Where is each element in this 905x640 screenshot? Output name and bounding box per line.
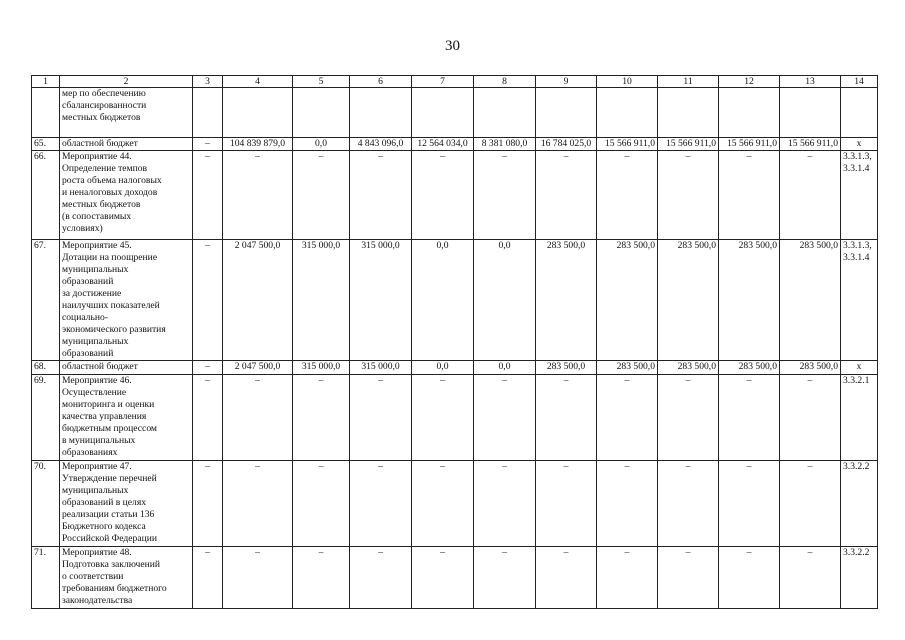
amount-cell (223, 88, 293, 138)
column-number: 6 (350, 76, 412, 88)
amount-cell: 283 500,0 (780, 361, 841, 375)
column-number: 10 (597, 76, 658, 88)
executor-cell: – (193, 361, 223, 375)
amount-cell: – (719, 151, 780, 240)
measure-name: Мероприятие 48. Подготовка заключений о соответствии требованиям бюджетного законодательства (60, 547, 193, 609)
table-row-continuation (32, 88, 878, 138)
measure-name: Мероприятие 44. Определение темпов роста объема налоговых и неналоговых доходов местных бюджетов (в сопоставимых условиях) (60, 151, 193, 240)
executor-cell: – (193, 375, 223, 461)
row-number: 65. (32, 138, 60, 151)
amount-cell: – (474, 461, 536, 547)
row-number: 70. (32, 461, 60, 547)
column-number: 5 (293, 76, 350, 88)
amount-cell: – (658, 151, 719, 240)
amount-cell: 15 566 911,0 (719, 138, 780, 151)
executor-cell (193, 88, 223, 138)
amount-cell: 283 500,0 (780, 240, 841, 361)
amount-cell: – (780, 461, 841, 547)
amount-cell: – (223, 461, 293, 547)
amount-cell: 283 500,0 (536, 240, 597, 361)
amount-cell: – (350, 375, 412, 461)
amount-cell: – (412, 547, 474, 609)
amount-cell: 15 566 911,0 (597, 138, 658, 151)
amount-cell (474, 88, 536, 138)
amount-cell (658, 88, 719, 138)
column-number: 13 (780, 76, 841, 88)
column-number: 7 (412, 76, 474, 88)
column-number: 3 (193, 76, 223, 88)
amount-cell: – (597, 151, 658, 240)
measure-name: мер по обеспечению сбалансированности местных бюджетов (60, 88, 193, 138)
amount-cell: 283 500,0 (719, 240, 780, 361)
column-number: 12 (719, 76, 780, 88)
measure-name: Мероприятие 47. Утверждение перечней муниципальных образований в целях реализации статьи 136 Бюджетного кодекса Российской Федерации (60, 461, 193, 547)
amount-cell: 315 000,0 (293, 240, 350, 361)
amount-cell: – (293, 461, 350, 547)
amount-cell: – (474, 547, 536, 609)
amount-cell: – (780, 547, 841, 609)
amount-cell: – (780, 151, 841, 240)
row-number: 68. (32, 361, 60, 375)
indicator-code: 3.3.2.2 (841, 461, 878, 547)
amount-cell: 15 566 911,0 (780, 138, 841, 151)
column-number: 11 (658, 76, 719, 88)
executor-cell: – (193, 138, 223, 151)
amount-cell: – (719, 547, 780, 609)
amount-cell: – (536, 375, 597, 461)
amount-cell (597, 88, 658, 138)
amount-cell: – (658, 375, 719, 461)
amount-cell: 16 784 025,0 (536, 138, 597, 151)
amount-cell: 283 500,0 (597, 240, 658, 361)
amount-cell: – (223, 375, 293, 461)
indicator-code: х (841, 138, 878, 151)
column-number: 14 (841, 76, 878, 88)
amount-cell: 0,0 (412, 361, 474, 375)
amount-cell: – (412, 461, 474, 547)
amount-cell (780, 88, 841, 138)
table-row-budget (32, 361, 878, 375)
indicator-code: 3.3.1.3, 3.3.1.4 (841, 151, 878, 240)
amount-cell: – (412, 151, 474, 240)
indicator-code (841, 88, 878, 138)
column-number: 4 (223, 76, 293, 88)
budget-table (31, 75, 878, 609)
amount-cell: 283 500,0 (719, 361, 780, 375)
amount-cell: – (350, 547, 412, 609)
amount-cell: – (719, 461, 780, 547)
amount-cell: – (474, 151, 536, 240)
amount-cell: 2 047 500,0 (223, 361, 293, 375)
amount-cell: 283 500,0 (536, 361, 597, 375)
amount-cell: 283 500,0 (658, 240, 719, 361)
executor-cell: – (193, 547, 223, 609)
table-row-measure (32, 151, 878, 240)
amount-cell: – (597, 461, 658, 547)
page-number: 30 (445, 38, 460, 54)
measure-name: областной бюджет (60, 138, 193, 151)
column-number: 1 (32, 76, 60, 88)
amount-cell: – (350, 151, 412, 240)
amount-cell (293, 88, 350, 138)
measure-name: областной бюджет (60, 361, 193, 375)
row-number: 69. (32, 375, 60, 461)
indicator-code: 3.3.2.2 (841, 547, 878, 609)
amount-cell: – (658, 461, 719, 547)
table-row-measure (32, 240, 878, 361)
amount-cell (412, 88, 474, 138)
row-number: 71. (32, 547, 60, 609)
amount-cell: 104 839 879,0 (223, 138, 293, 151)
amount-cell: – (597, 547, 658, 609)
amount-cell: 0,0 (474, 361, 536, 375)
amount-cell: 8 381 080,0 (474, 138, 536, 151)
measure-name: Мероприятие 46. Осуществление мониторинга и оценки качества управления бюджетным процессом в муниципальных образованиях (60, 375, 193, 461)
indicator-code: 3.3.1.3, 3.3.1.4 (841, 240, 878, 361)
row-number: 66. (32, 151, 60, 240)
amount-cell: – (293, 547, 350, 609)
amount-cell: 2 047 500,0 (223, 240, 293, 361)
indicator-code: х (841, 361, 878, 375)
amount-cell: 283 500,0 (658, 361, 719, 375)
amount-cell: 315 000,0 (293, 361, 350, 375)
row-number: 67. (32, 240, 60, 361)
row-number (32, 88, 60, 138)
amount-cell: – (536, 151, 597, 240)
amount-cell (350, 88, 412, 138)
amount-cell: – (350, 461, 412, 547)
amount-cell: 315 000,0 (350, 361, 412, 375)
amount-cell: – (223, 547, 293, 609)
column-number: 2 (60, 76, 193, 88)
table-row-measure (32, 461, 878, 547)
amount-cell: – (536, 547, 597, 609)
amount-cell: 0,0 (412, 240, 474, 361)
amount-cell: 283 500,0 (597, 361, 658, 375)
amount-cell: 0,0 (293, 138, 350, 151)
amount-cell: 0,0 (474, 240, 536, 361)
executor-cell: – (193, 240, 223, 361)
column-number: 8 (474, 76, 536, 88)
table-body (32, 76, 878, 609)
column-number-row (32, 76, 878, 88)
amount-cell: 12 564 034,0 (412, 138, 474, 151)
amount-cell: 4 843 096,0 (350, 138, 412, 151)
amount-cell: – (658, 547, 719, 609)
table-row-measure (32, 547, 878, 609)
executor-cell: – (193, 151, 223, 240)
amount-cell: – (536, 461, 597, 547)
amount-cell: 315 000,0 (350, 240, 412, 361)
measure-name: Мероприятие 45. Дотации на поощрение муниципальных образований за достижение наилучших показателей социально- экономического развития муниципальных образований (60, 240, 193, 361)
amount-cell (536, 88, 597, 138)
amount-cell: 15 566 911,0 (658, 138, 719, 151)
amount-cell: – (223, 151, 293, 240)
table-row-measure (32, 375, 878, 461)
indicator-code: 3.3.2.1 (841, 375, 878, 461)
table-row-budget (32, 138, 878, 151)
amount-cell: – (293, 151, 350, 240)
amount-cell: – (780, 375, 841, 461)
amount-cell: – (412, 375, 474, 461)
column-number: 9 (536, 76, 597, 88)
amount-cell: – (474, 375, 536, 461)
amount-cell: – (597, 375, 658, 461)
amount-cell: – (293, 375, 350, 461)
amount-cell: – (719, 375, 780, 461)
executor-cell: – (193, 461, 223, 547)
amount-cell (719, 88, 780, 138)
